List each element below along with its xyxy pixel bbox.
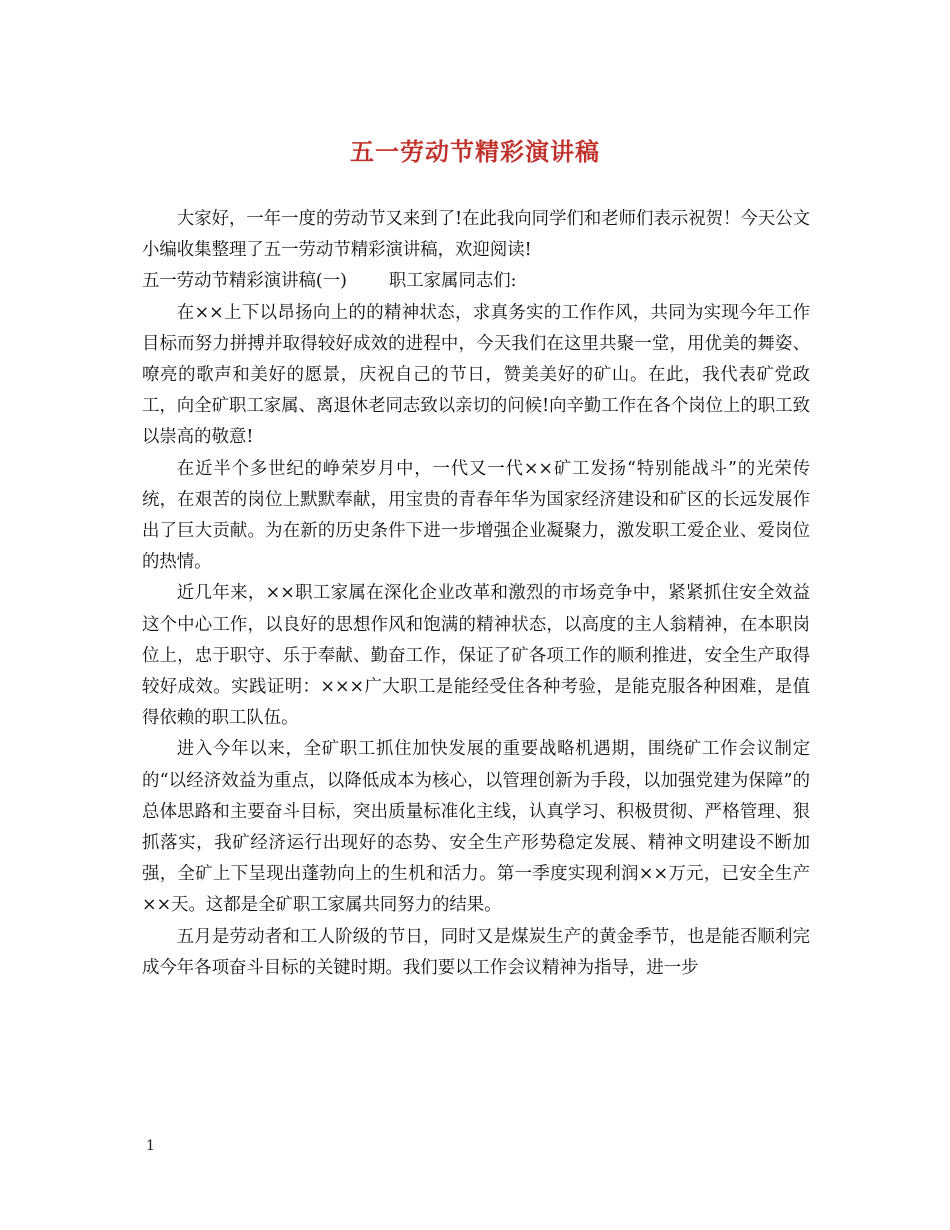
document-title: 五一劳动节精彩演讲稿	[350, 137, 600, 166]
body-paragraph-2: 在近半个多世纪的峥荣岁月中，一代又一代××矿工发扬“特别能战斗”的光荣传统，在艰苦的岗位上默默奉献，用宝贵的青春年华为国家经济建设和矿区的长远发展作出了巨大贡献。为在新的历史条件下进一步增强企业凝聚力，激发职工爱企业、爱岗位的热情。	[142, 458, 810, 573]
body-paragraph-1: 在××上下以昂扬向上的的精神状态，求真务实的工作作风，共同为实现今年工作目标而努力拼搏并取得较好成效的进程中，今天我们在这里共聚一堂，用优美的舞姿、嘹亮的歌声和美好的愿景，庆祝自己的节日，赞美美好的矿山。在此，我代表矿党政工，向全矿职工家属、离退休老同志致以亲切的问候!向辛勤工作在各个岗位上的职工致以崇高的敬意!	[142, 302, 810, 448]
intro-paragraph: 大家好，一年一度的劳动节又来到了!在此我向同学们和老师们表示祝贺！今天公文小编收集整理了五一劳动节精彩演讲稿，欢迎阅读!	[142, 209, 810, 261]
section-heading-line	[142, 266, 810, 297]
body-paragraph-3: 近几年来，××职工家属在深化企业改革和激烈的市场竞争中，紧紧抓住安全效益这个中心工作，以良好的思想作风和饱满的精神状态，以高度的主人翁精神，在本职岗位上，忠于职守、乐于奉献、勤奋工作，保证了矿各项工作的顺利推进，安全生产取得较好成效。实践证明：×××广大职工是能经受住各种考验，是能克服各种困难，是值得依赖的职工队伍。	[142, 583, 810, 729]
body-paragraph-5: 五月是劳动者和工人阶级的节日，同时又是煤炭生产的黄金季节，也是能否顺利完成今年各项奋斗目标的关键时期。我们要以工作会议精神为指导，进一步	[142, 926, 810, 978]
document-body	[142, 204, 810, 984]
body-paragraph-4: 进入今年以来，全矿职工抓住加快发展的重要战略机遇期，围绕矿工作会议制定的“以经济效益为重点，以降低成本为核心，以管理创新为手段，以加强党建为保障”的总体思路和主要奋斗目标，突出质量标准化主线，认真学习、积极贯彻、严格管理、狠抓落实，我矿经济运行出现好的态势、安全生产形势稳定发展、精神文明建设不断加强，全矿上下呈现出蓬勃向上的生机和活力。第一季度实现利润××万元，已安全生产××天。这都是全矿职工家属共同努力的结果。	[142, 739, 810, 916]
page-number: 1	[146, 1138, 155, 1154]
salutation: 职工家属同志们:	[388, 271, 517, 292]
section-heading: 五一劳动节精彩演讲稿(一)	[142, 271, 347, 292]
